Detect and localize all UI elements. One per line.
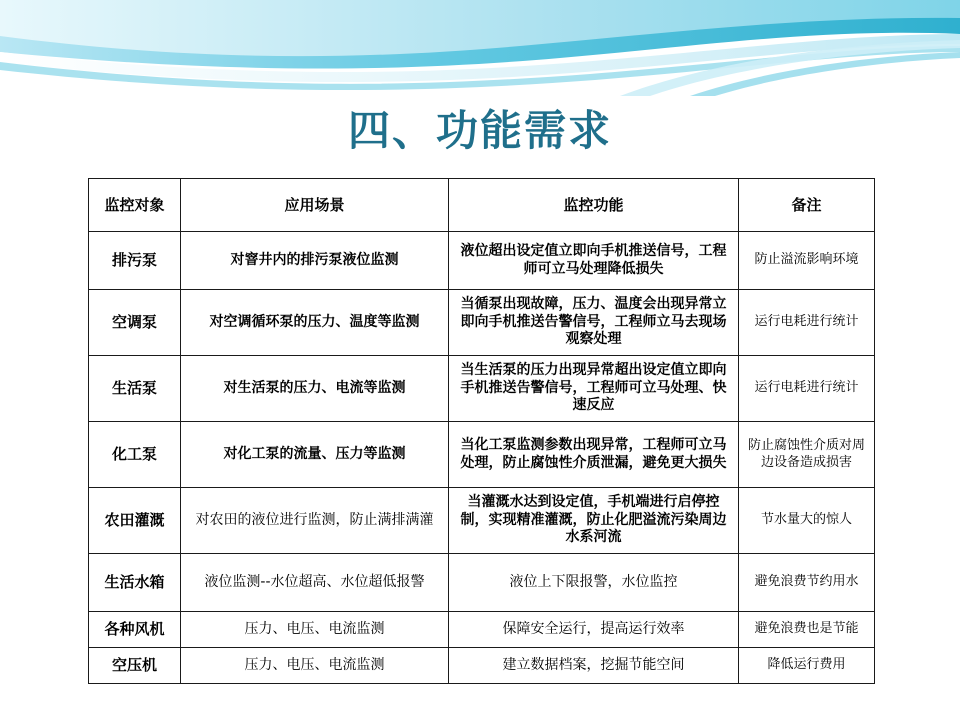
cell-object: 空压机 xyxy=(89,648,181,684)
header-scene: 应用场景 xyxy=(181,179,449,232)
cell-scene: 对农田的液位进行监测，防止满排满灌 xyxy=(181,488,449,554)
cell-note: 避免浪费节约用水 xyxy=(739,554,875,612)
cell-object: 各种风机 xyxy=(89,612,181,648)
table-row xyxy=(89,232,875,290)
cell-note: 运行电耗进行统计 xyxy=(739,356,875,422)
cell-scene: 压力、电压、电流监测 xyxy=(181,648,449,684)
cell-function: 当化工泵监测参数出现异常，工程师可立马处理，防止腐蚀性介质泄漏，避免更大损失 xyxy=(449,422,739,488)
cell-object: 空调泵 xyxy=(89,290,181,356)
cell-function: 保障安全运行，提高运行效率 xyxy=(449,612,739,648)
cell-note: 降低运行费用 xyxy=(739,648,875,684)
cell-note: 防止溢流影响环境 xyxy=(739,232,875,290)
header-note: 备注 xyxy=(739,179,875,232)
cell-function: 液位超出设定值立即向手机推送信号，工程师可立马处理降低损失 xyxy=(449,232,739,290)
cell-object: 生活泵 xyxy=(89,356,181,422)
table-header-row xyxy=(89,179,875,232)
header-object: 监控对象 xyxy=(89,179,181,232)
cell-function: 当生活泵的压力出现异常超出设定值立即向手机推送告警信号，工程师可立马处理、快速反应 xyxy=(449,356,739,422)
table-row xyxy=(89,356,875,422)
cell-note: 节水量大的惊人 xyxy=(739,488,875,554)
cell-scene: 对生活泵的压力、电流等监测 xyxy=(181,356,449,422)
cell-scene: 对空调循环泵的压力、温度等监测 xyxy=(181,290,449,356)
requirements-table xyxy=(88,178,875,684)
requirements-table-wrap xyxy=(88,178,874,684)
cell-object: 排污泵 xyxy=(89,232,181,290)
page-title: 四、功能需求 xyxy=(347,106,612,155)
cell-note: 防止腐蚀性介质对周边设备造成损害 xyxy=(739,422,875,488)
header-function: 监控功能 xyxy=(449,179,739,232)
cell-function: 当循泵出现故障，压力、温度会出现异常立即向手机推送告警信号，工程师立马去现场观察处理 xyxy=(449,290,739,356)
cell-object: 生活水箱 xyxy=(89,554,181,612)
cell-scene: 对化工泵的流量、压力等监测 xyxy=(181,422,449,488)
cell-note: 避免浪费也是节能 xyxy=(739,612,875,648)
cell-scene: 压力、电压、电流监测 xyxy=(181,612,449,648)
decorative-banner xyxy=(0,0,960,96)
cell-object: 农田灌溉 xyxy=(89,488,181,554)
table-row xyxy=(89,612,875,648)
table-row xyxy=(89,648,875,684)
cell-scene: 液位监测--水位超高、水位超低报警 xyxy=(181,554,449,612)
table-row xyxy=(89,422,875,488)
cell-note: 运行电耗进行统计 xyxy=(739,290,875,356)
cell-object: 化工泵 xyxy=(89,422,181,488)
table-row xyxy=(89,290,875,356)
cell-function: 液位上下限报警，水位监控 xyxy=(449,554,739,612)
cell-scene: 对窨井内的排污泵液位监测 xyxy=(181,232,449,290)
table-row xyxy=(89,488,875,554)
cell-function: 建立数据档案，挖掘节能空间 xyxy=(449,648,739,684)
cell-function: 当灌溉水达到设定值，手机端进行启停控制，实现精准灌溉，防止化肥溢流污染周边水系河流 xyxy=(449,488,739,554)
table-row xyxy=(89,554,875,612)
